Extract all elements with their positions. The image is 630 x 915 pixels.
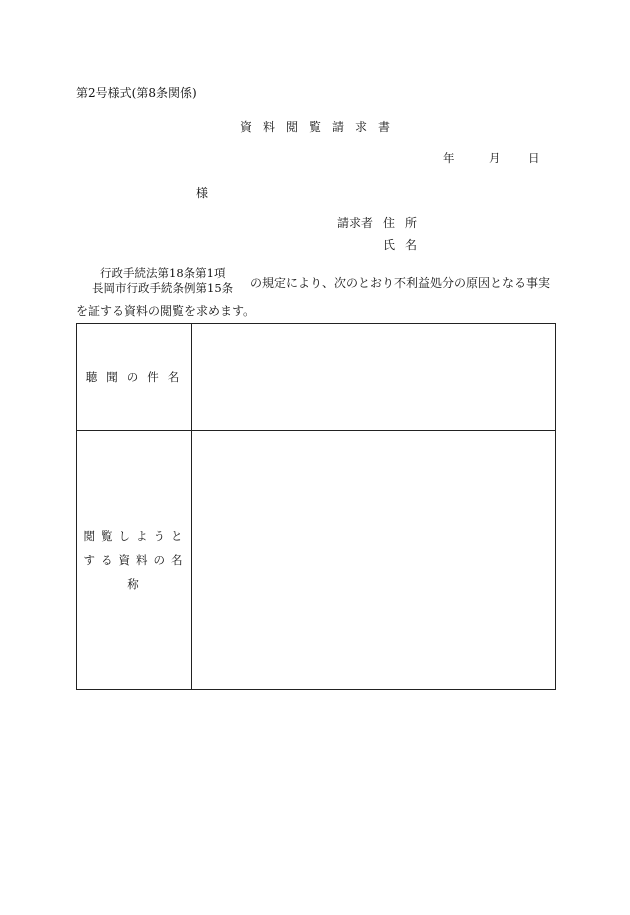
- form-number: 第2号様式(第8条関係): [76, 86, 197, 100]
- address-label: 住所: [383, 216, 428, 230]
- addressee-suffix: 様: [196, 186, 209, 200]
- requester-label: 請求者: [337, 216, 374, 230]
- material-name-field[interactable]: [192, 431, 556, 690]
- law-option-procedure-act: 行政手続法第18条第1項: [100, 266, 226, 280]
- body-text-line2: を証する資料の閲覧を求めます。: [76, 304, 256, 318]
- body-text-line1: の規定により、次のとおり不利益処分の原因となる事実: [250, 276, 551, 290]
- date-line: [443, 150, 540, 166]
- material-name-label-line2: する資料の名称: [83, 553, 189, 592]
- date-year-label: 年: [443, 151, 455, 165]
- request-form-table: [76, 323, 556, 690]
- table-row: [77, 324, 556, 431]
- law-option-city-ordinance: 長岡市行政手続条例第15条: [92, 281, 234, 295]
- document-title: 資料閲覧請求書: [239, 120, 401, 134]
- material-name-label-cell: [77, 431, 192, 690]
- date-day-label: 日: [528, 151, 540, 165]
- requester-address-row: [337, 214, 427, 231]
- table-row: [77, 431, 556, 690]
- law-options: [92, 266, 233, 296]
- date-month-label: 月: [489, 151, 501, 165]
- name-label: 氏名: [383, 238, 428, 252]
- hearing-subject-field[interactable]: [192, 324, 556, 431]
- material-name-label-line1: 閲覧しようと: [83, 529, 189, 544]
- hearing-subject-label-cell: [77, 324, 192, 431]
- hearing-subject-label: 聴聞の件名: [85, 370, 189, 385]
